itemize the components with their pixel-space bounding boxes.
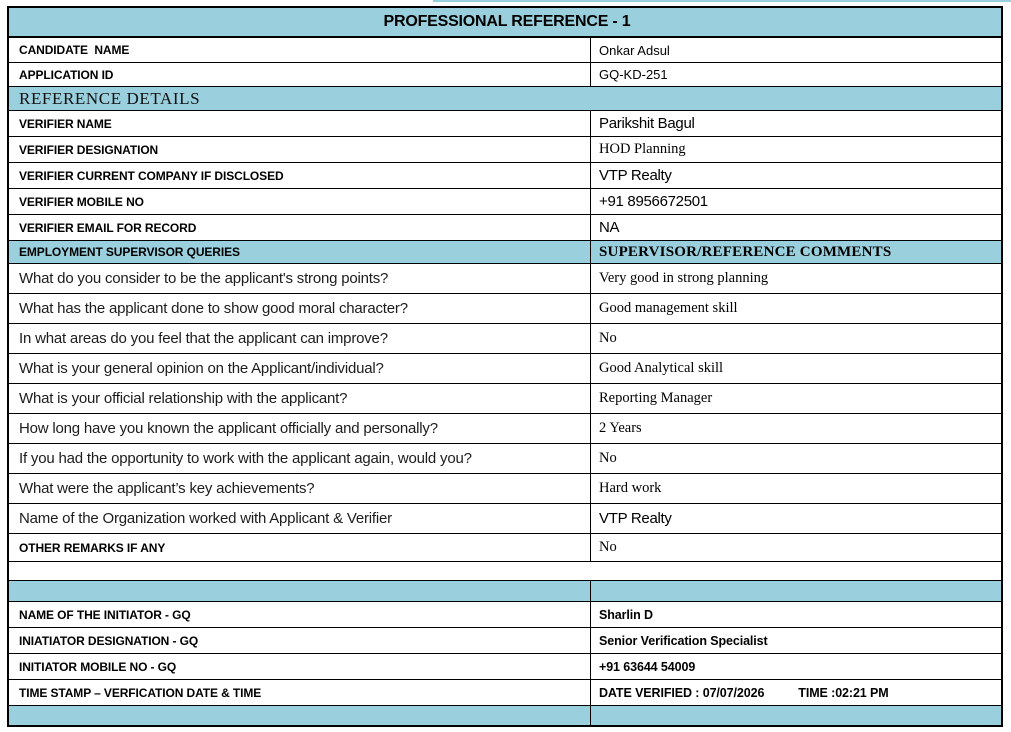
spacer-row-white [9, 561, 1001, 580]
initiator-name-label: NAME OF THE INITIATOR - GQ [19, 607, 191, 622]
application-id-value: GQ-KD-251 [590, 63, 1001, 86]
verifier-name-label: VERIFIER NAME [19, 116, 112, 131]
query-row-known-duration [9, 413, 1001, 443]
row-verifier-company [9, 162, 1001, 188]
spacer-row-teal-bottom [9, 705, 1001, 725]
question-text: What has the applicant done to show good moral character? [19, 300, 408, 317]
question-text: Name of the Organization worked with Applicant & Verifier [19, 510, 392, 527]
timestamp-value [590, 680, 1001, 705]
answer-text: No [590, 444, 1001, 473]
spacer-row-teal [9, 580, 1001, 601]
reference-details-heading: REFERENCE DETAILS [19, 88, 201, 108]
queries-header-left: EMPLOYMENT SUPERVISOR QUERIES [19, 245, 240, 259]
question-text: In what areas do you feel that the applicant can improve? [19, 330, 388, 347]
verifier-company-value: VTP Realty [590, 163, 1001, 188]
question-text: What is your official relationship with the applicant? [19, 390, 348, 407]
answer-text: Good management skill [590, 294, 1001, 323]
query-row-general-opinion [9, 353, 1001, 383]
initiator-designation-value: Senior Verification Specialist [590, 628, 1001, 653]
question-text: What is your general opinion on the Applicant/individual? [19, 360, 384, 377]
date-verified-text: DATE VERIFIED : 07/07/2026 [599, 685, 765, 700]
section-reference-details [9, 86, 1001, 110]
query-row-strong-points [9, 263, 1001, 293]
question-text: How long have you known the applicant officially and personally? [19, 420, 438, 437]
verifier-email-value: NA [590, 215, 1001, 240]
verifier-mobile-value: +91 8956672501 [590, 189, 1001, 214]
query-row-key-achievements [9, 473, 1001, 503]
title-row [9, 8, 1001, 36]
timestamp-label: TIME STAMP – VERFICATION DATE & TIME [19, 685, 262, 700]
query-row-moral-character [9, 293, 1001, 323]
other-remarks-value: No [590, 534, 1001, 561]
row-verifier-name [9, 110, 1001, 136]
query-row-work-again [9, 443, 1001, 473]
row-verifier-mobile [9, 188, 1001, 214]
query-row-improve-areas [9, 323, 1001, 353]
answer-text: 2 Years [590, 414, 1001, 443]
question-text: If you had the opportunity to work with the applicant again, would you? [19, 450, 472, 467]
answer-text: Reporting Manager [590, 384, 1001, 413]
answer-text: Hard work [590, 474, 1001, 503]
candidate-name-label: CANDIDATE NAME [19, 43, 130, 57]
queries-header-row [9, 240, 1001, 263]
verifier-company-label: VERIFIER CURRENT COMPANY IF DISCLOSED [19, 168, 284, 183]
professional-reference-table [7, 6, 1003, 727]
row-application-id [9, 62, 1001, 86]
answer-text: Good Analytical skill [590, 354, 1001, 383]
initiator-designation-label: INIATIATOR DESIGNATION - GQ [19, 633, 199, 648]
initiator-mobile-label: INITIATOR MOBILE NO - GQ [19, 659, 177, 674]
row-candidate-name [9, 36, 1001, 62]
page-title: PROFESSIONAL REFERENCE - 1 [383, 13, 631, 30]
queries-header-right: SUPERVISOR/REFERENCE COMMENTS [590, 241, 1001, 263]
row-other-remarks [9, 533, 1001, 561]
answer-text: No [590, 324, 1001, 353]
row-initiator-mobile [9, 653, 1001, 679]
question-text: What do you consider to be the applicant's strong points? [19, 270, 389, 287]
verifier-name-value: Parikshit Bagul [590, 111, 1001, 136]
top-edge-fill-artifact [433, 0, 1011, 2]
query-row-organization [9, 503, 1001, 533]
row-verifier-designation [9, 136, 1001, 162]
row-timestamp [9, 679, 1001, 705]
row-initiator-designation [9, 627, 1001, 653]
query-row-official-relationship [9, 383, 1001, 413]
verifier-designation-value: HOD Planning [590, 137, 1001, 162]
verifier-designation-label: VERIFIER DESIGNATION [19, 142, 159, 157]
row-verifier-email [9, 214, 1001, 240]
row-initiator-name [9, 601, 1001, 627]
verifier-mobile-label: VERIFIER MOBILE NO [19, 194, 144, 209]
answer-text: VTP Realty [590, 504, 1001, 533]
other-remarks-label: OTHER REMARKS IF ANY [19, 540, 166, 555]
title-cell [9, 8, 1001, 36]
question-text: What were the applicant’s key achievements? [19, 480, 315, 497]
initiator-name-value: Sharlin D [590, 602, 1001, 627]
time-verified-text: TIME :02:21 PM [798, 685, 889, 700]
answer-text: Very good in strong planning [590, 264, 1001, 293]
initiator-mobile-value: +91 63644 54009 [590, 654, 1001, 679]
candidate-name-value: Onkar Adsul [590, 38, 1001, 62]
application-id-label: APPLICATION ID [19, 67, 114, 82]
verifier-email-label: VERIFIER EMAIL FOR RECORD [19, 220, 197, 235]
